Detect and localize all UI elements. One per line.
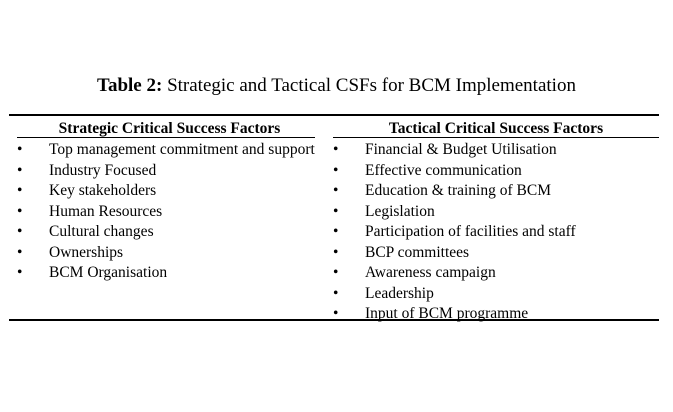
caption-label: Table 2: <box>97 75 163 96</box>
list-item: • BCP committees <box>333 243 659 264</box>
strategic-header: Strategic Critical Success Factors <box>58 120 281 137</box>
list-item: • Key stakeholders <box>17 181 322 202</box>
list-item: • Human Resources <box>17 202 322 223</box>
tactical-list <box>333 140 659 325</box>
strategic-column <box>17 119 322 284</box>
list-item: • Input of BCM programme <box>333 304 659 325</box>
list-item: • Participation of facilities and staff <box>333 222 659 243</box>
tactical-header: Tactical Critical Success Factors <box>388 120 604 137</box>
bullet-icon <box>17 202 29 223</box>
strategic-header-rule <box>17 137 315 138</box>
bullet-icon <box>17 181 29 202</box>
table-bottom-rule <box>9 319 659 321</box>
bullet-icon <box>333 161 345 182</box>
list-item: • Leadership <box>333 284 659 305</box>
bullet-icon <box>17 243 29 264</box>
bullet-icon <box>17 161 29 182</box>
table-caption <box>0 74 673 98</box>
bullet-icon <box>333 243 345 264</box>
list-item: • Cultural changes <box>17 222 322 243</box>
caption-text: Strategic and Tactical CSFs for BCM Implementation <box>162 75 576 96</box>
bullet-icon <box>333 181 345 202</box>
bullet-icon <box>333 284 345 305</box>
bullet-icon <box>17 222 29 243</box>
strategic-list <box>17 140 322 284</box>
list-item: • Top management commitment and support <box>17 140 322 161</box>
tactical-column <box>333 119 659 325</box>
list-item: • Financial & Budget Utilisation <box>333 140 659 161</box>
list-item: • Effective communication <box>333 161 659 182</box>
list-item: • Legislation <box>333 202 659 223</box>
bullet-icon <box>333 304 345 325</box>
list-item: • Ownerships <box>17 243 322 264</box>
bullet-icon <box>333 202 345 223</box>
bullet-icon <box>333 263 345 284</box>
list-item: • BCM Organisation <box>17 263 322 284</box>
bullet-icon <box>17 140 29 161</box>
table-top-rule <box>9 114 659 116</box>
list-item: • Awareness campaign <box>333 263 659 284</box>
bullet-icon <box>17 263 29 284</box>
list-item: • Industry Focused <box>17 161 322 182</box>
bullet-icon <box>333 140 345 161</box>
bullet-icon <box>333 222 345 243</box>
list-item: • Education & training of BCM <box>333 181 659 202</box>
